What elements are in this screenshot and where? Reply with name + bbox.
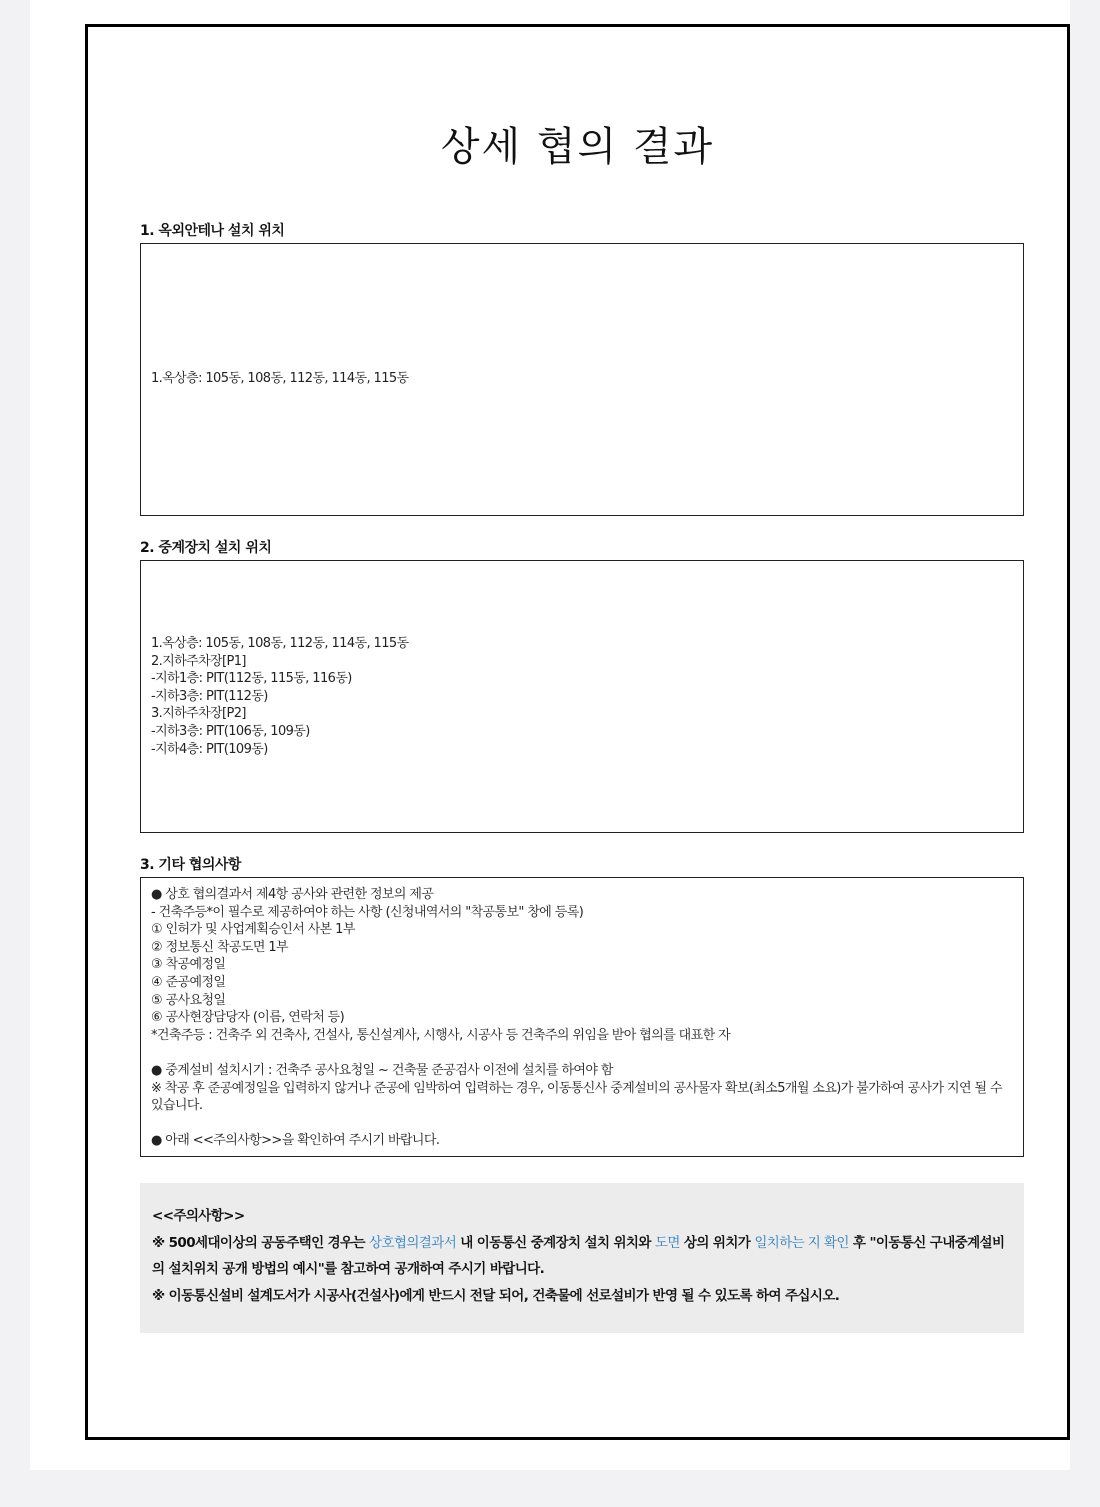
notice-text: 내 이동통신 중계장치 설치 위치와 [456, 1234, 655, 1251]
consult-line: ● 중계설비 설치시기 : 건축주 공사요청일 ~ 건축물 준공검사 이전에 설치를 하여야 함 [151, 1062, 613, 1078]
notice-highlight: 도면 [654, 1234, 680, 1251]
document-frame [85, 24, 1070, 1440]
notice-text: 상의 위치가 [679, 1234, 755, 1251]
notice-text: ※ 500세대이상의 공동주택인 경우는 [152, 1234, 370, 1251]
consult-line: ② 정보통신 착공도면 1부 [151, 939, 288, 955]
consult-line: ※ 착공 후 준공예정일을 입력하지 않거나 준공에 임박하여 입력하는 경우, 이동통신사 중계설비의 공사물자 확보(최소5개월 소요)가 불가하여 공사가 지연 될 수 있습니다. [151, 1080, 1002, 1114]
consult-line: ④ 준공예정일 [151, 974, 226, 990]
consult-line: *건축주등 : 건축주 외 건축사, 건설사, 통신설계사, 시행사, 시공사 등 건축주의 위임을 받아 협의를 대표한 자 [151, 1027, 731, 1043]
consult-line: ① 인허가 및 사업계획승인서 사본 1부 [151, 922, 355, 938]
consult-line: ⑥ 공사현장담당자 (이름, 연락처 등) [151, 1010, 345, 1026]
repeater-line: 2.지하주차장[P1] [151, 653, 246, 669]
notice-text: 후 "이동통신 구내중계설비의 설치위치 공개 방법의 예시"를 참고하여 공개하여 주시기 바랍니다. [152, 1234, 1005, 1277]
consult-line: - 건축주등*이 필수로 제공하여야 하는 사항 (신청내역서의 "착공통보" 창에 등록) [151, 904, 584, 920]
section-label-other: 3. 기타 협의사항 [140, 857, 241, 873]
antenna-line: 1.옥상층: 105동, 108동, 112동, 114동, 115동 [151, 371, 409, 386]
page [30, 0, 1070, 1470]
section-label-repeater: 2. 중계장치 설치 위치 [140, 540, 272, 556]
consult-line: ● 상호 협의결과서 제4항 공사와 관련한 정보의 제공 [151, 887, 434, 902]
blank-line [151, 1115, 1013, 1133]
repeater-line: 3.지하주차장[P2] [151, 706, 246, 722]
notice-paragraph-2: ※ 이동통신설비 설계도서가 시공사(건설사)에게 반드시 전달 되어, 건축물에 선로설비가 반영 될 수 있도록 하여 주십시오. [152, 1287, 840, 1304]
section-label-antenna: 1. 옥외안테나 설치 위치 [140, 223, 285, 239]
repeater-line: -지하3층: PIT(112동) [151, 688, 268, 704]
consult-line: ⑤ 공사요청일 [151, 992, 226, 1008]
repeater-line: -지하1층: PIT(112동, 115동, 116동) [151, 671, 352, 687]
consult-line: ● 아래 <<주의사항>>을 확인하여 주시기 바랍니다. [151, 1133, 440, 1149]
notice-heading: <<주의사항>> [152, 1208, 245, 1224]
blank-line [151, 1044, 1013, 1062]
notice-paragraph-1 [152, 1230, 1010, 1283]
repeater-line: 1.옥상층: 105동, 108동, 112동, 114동, 115동 [151, 636, 409, 651]
consult-line: ③ 착공예정일 [151, 957, 226, 973]
notice-highlight: 상호협의결과서 [369, 1234, 457, 1251]
other-consultation-box [140, 877, 1024, 1157]
page-title: 상세 협의 결과 [440, 124, 715, 170]
antenna-location-box [140, 243, 1024, 516]
repeater-location-box [140, 560, 1024, 833]
repeater-line: -지하4층: PIT(109동) [151, 741, 268, 757]
notice-highlight: 일치하는 지 확인 [754, 1234, 849, 1251]
repeater-line: -지하3층: PIT(106동, 109동) [151, 723, 310, 739]
notice-box [140, 1183, 1024, 1333]
